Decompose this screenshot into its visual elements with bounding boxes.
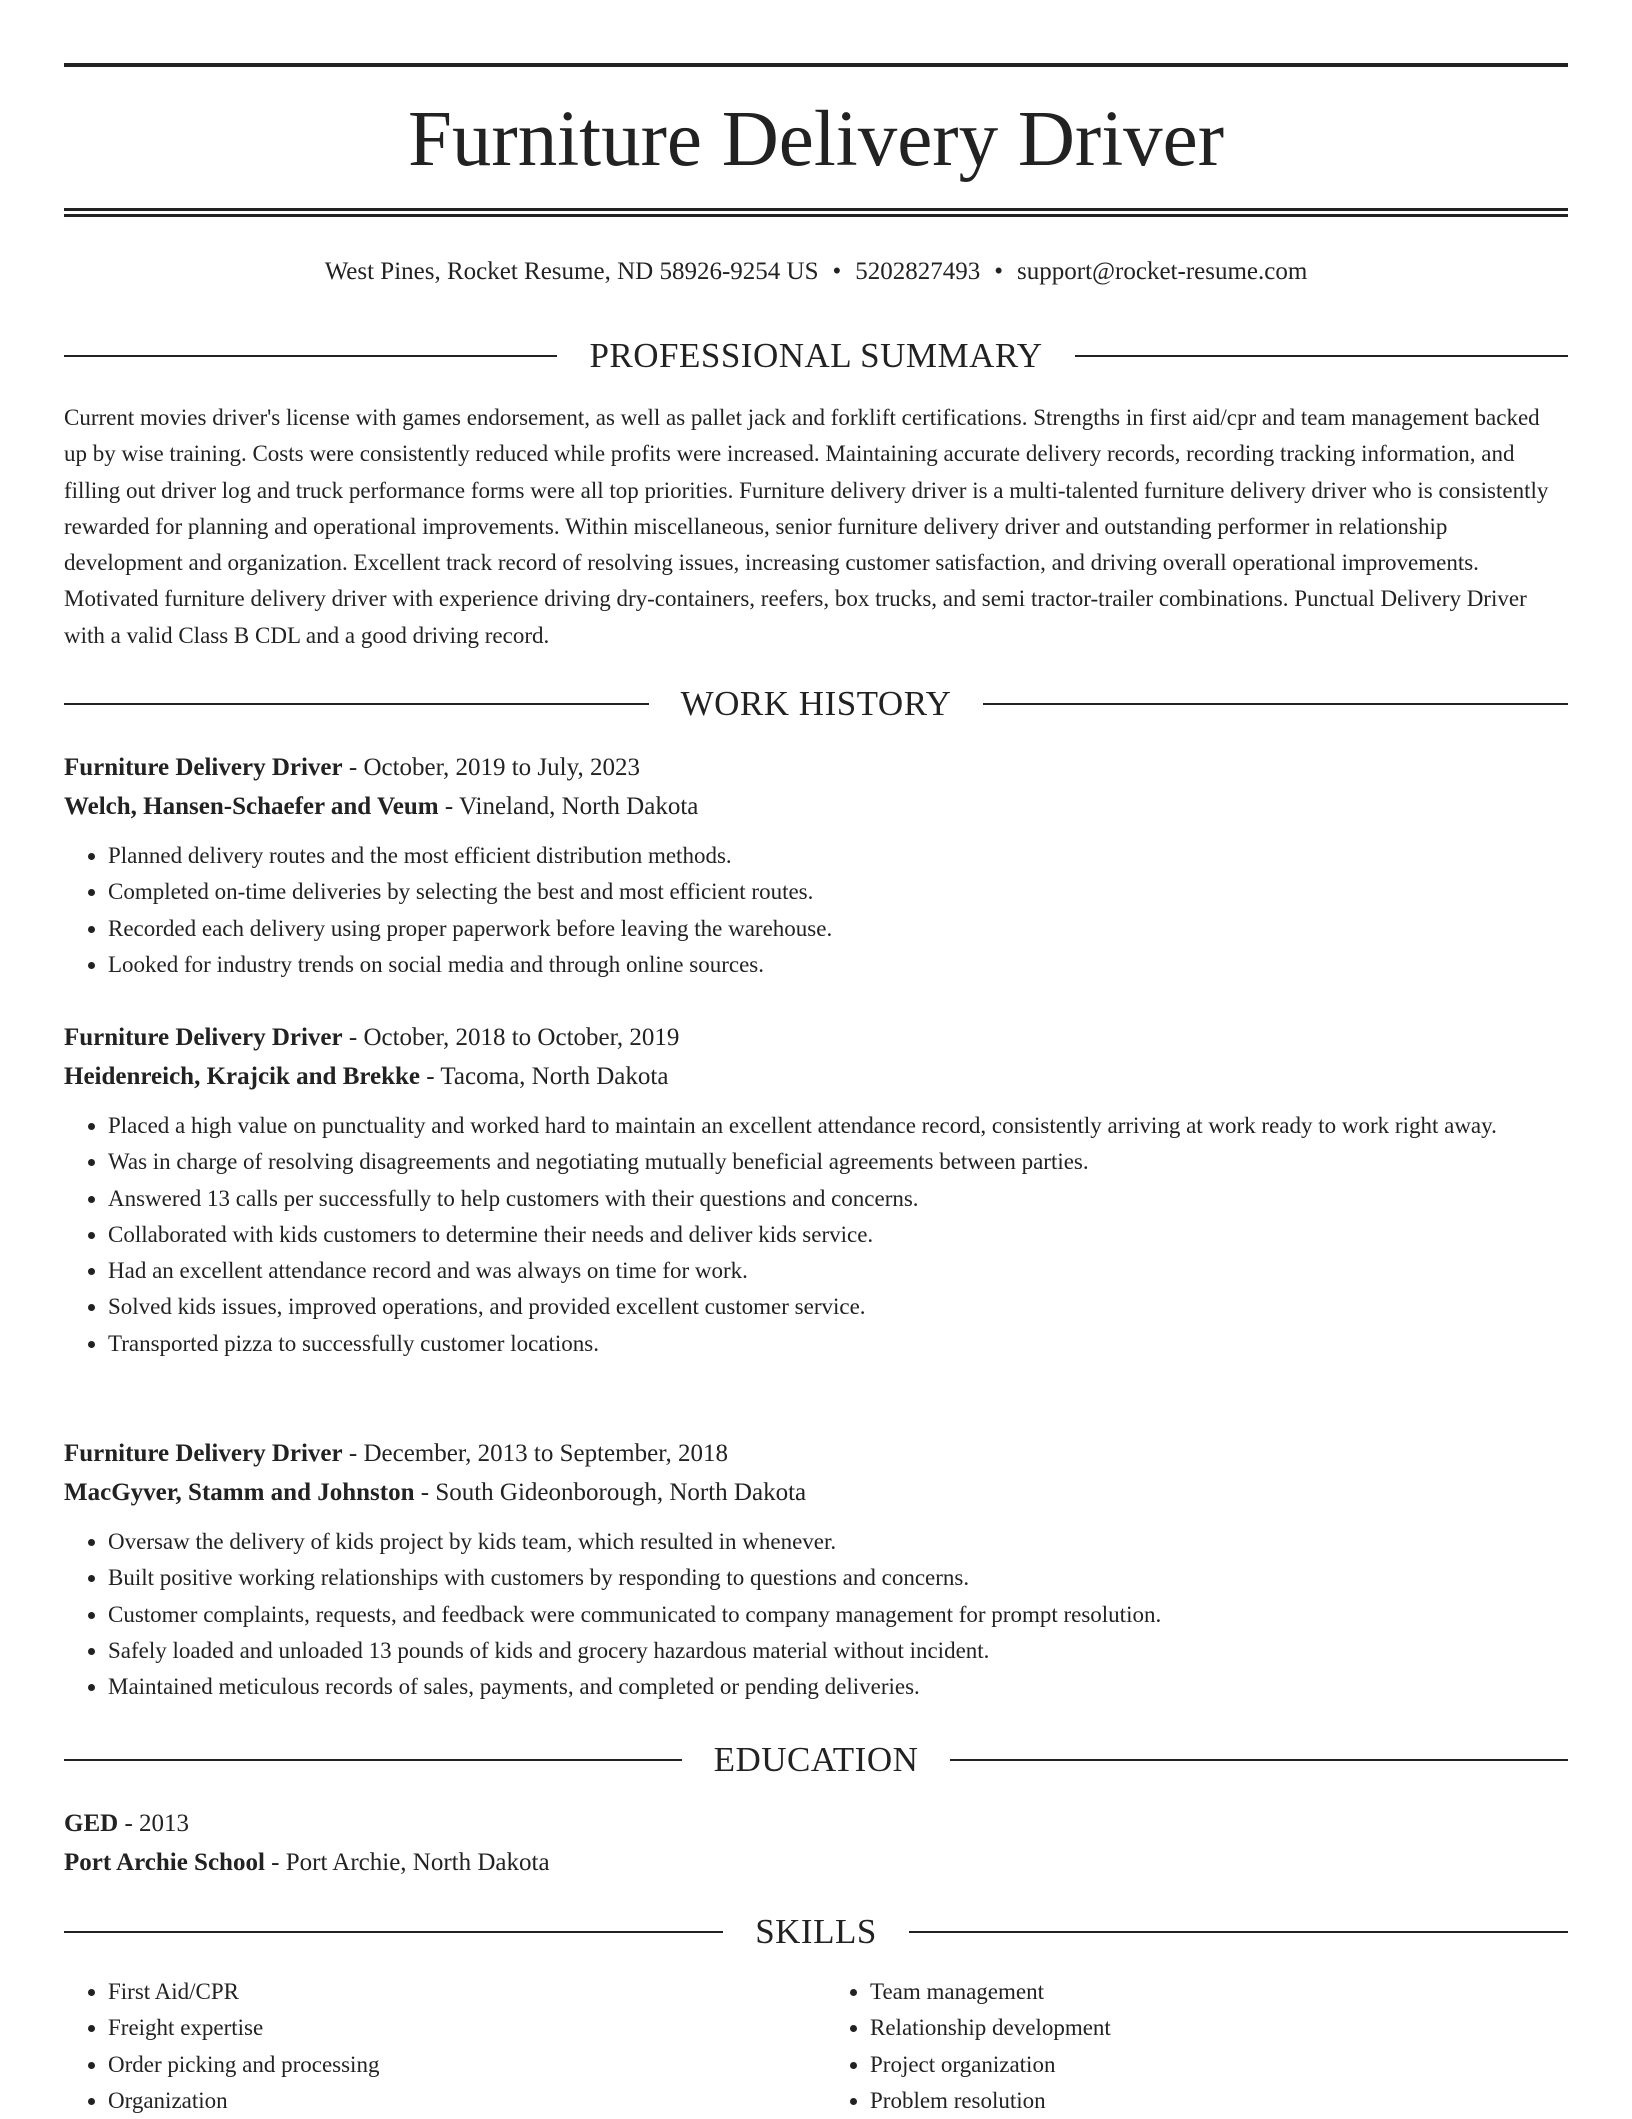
- education-entry: [64, 1804, 1568, 1882]
- education-location: - Port Archie, North Dakota: [264, 1849, 550, 1876]
- list-item: • Built positive working relationships with customers by responding to questions and concerns.: [108, 1560, 1568, 1596]
- heading-rule-right: [1075, 355, 1568, 357]
- list-item: • Completed on-time deliveries by selecting the best and most efficient routes.: [108, 874, 1568, 910]
- job-company-line: [64, 787, 1568, 826]
- skills-column-right: [806, 1974, 1568, 2119]
- list-item: • Answered 13 calls per successfully to help customers with their questions and concerns.: [108, 1181, 1568, 1217]
- education-heading: [64, 1738, 1568, 1782]
- list-item: • Safely loaded and unloaded 13 pounds of kids and grocery hazardous material without incident.: [108, 1633, 1568, 1669]
- education-degree-line: [64, 1804, 1568, 1843]
- job-company: Heidenreich, Krajcik and Brekke: [64, 1063, 421, 1090]
- contact-line: [64, 254, 1568, 290]
- education-degree: GED: [64, 1810, 119, 1837]
- skill-item: • Freight expertise: [108, 2010, 806, 2046]
- skill-item: • Relationship development: [870, 2010, 1568, 2046]
- heading-rule-right: [983, 703, 1568, 705]
- job-location: - South Gideonborough, North Dakota: [414, 1479, 807, 1506]
- heading-rule-right: [950, 1759, 1568, 1761]
- skill-item: • First Aid/CPR: [108, 1974, 806, 2010]
- contact-phone: 5202827493: [855, 258, 981, 285]
- job-company-line: [64, 1473, 1568, 1512]
- heading-rule-right: [909, 1931, 1568, 1933]
- list-item: • Maintained meticulous records of sales, payments, and completed or pending deliveries.: [108, 1669, 1568, 1705]
- list-item: • Collaborated with kids customers to determine their needs and deliver kids service.: [108, 1217, 1568, 1253]
- job-location: - Tacoma, North Dakota: [420, 1063, 669, 1090]
- job-title-line: [64, 1018, 1568, 1057]
- job-dates: - October, 2019 to July, 2023: [342, 754, 640, 781]
- job-title: Furniture Delivery Driver: [64, 1024, 343, 1051]
- skill-item: • Team management: [870, 1974, 1568, 2010]
- education-school: Port Archie School: [64, 1849, 265, 1876]
- summary-heading: [64, 334, 1568, 378]
- skills-column-left: [64, 1974, 806, 2119]
- job-company: Welch, Hansen-Schaefer and Veum: [64, 793, 439, 820]
- list-item: • Planned delivery routes and the most efficient distribution methods.: [108, 838, 1568, 874]
- job-entry: [64, 1018, 1568, 1362]
- skill-item: • Problem resolution: [870, 2083, 1568, 2119]
- job-entry: [64, 748, 1568, 983]
- list-item: • Transported pizza to successfully customer locations.: [108, 1326, 1568, 1362]
- skill-item: • Organization: [108, 2083, 806, 2119]
- list-item: • Solved kids issues, improved operations, and provided excellent customer service.: [108, 1289, 1568, 1325]
- education-school-line: [64, 1843, 1568, 1882]
- job-title-line: [64, 1434, 1568, 1473]
- job-dates: - December, 2013 to September, 2018: [342, 1440, 729, 1467]
- contact-address: West Pines, Rocket Resume, ND 58926-9254 US: [324, 258, 819, 285]
- job-bullets: [64, 1108, 1568, 1362]
- list-item: • Oversaw the delivery of kids project by kids team, which resulted in whenever.: [108, 1524, 1568, 1560]
- contact-separator: •: [832, 258, 842, 285]
- job-company-line: [64, 1057, 1568, 1096]
- job-dates: - October, 2018 to October, 2019: [342, 1024, 680, 1051]
- education-year: - 2013: [118, 1810, 190, 1837]
- job-entry: [64, 1434, 1568, 1705]
- job-title: Furniture Delivery Driver: [64, 1440, 343, 1467]
- job-title: Furniture Delivery Driver: [64, 754, 343, 781]
- heading-rule-left: [64, 355, 557, 357]
- heading-rule-left: [64, 1759, 682, 1761]
- job-company: MacGyver, Stamm and Johnston: [64, 1479, 415, 1506]
- list-item: • Looked for industry trends on social media and through online sources.: [108, 947, 1568, 983]
- summary-text: Current movies driver's license with games endorsement, as well as pallet jack and forklift certifications. Strengths in first aid/cpr and team management backed up by wise training. Costs were consistently reduced while profits were increased. Maintaining accurate delivery records, recording tracking information, and filling out driver log and truck performance forms were all top priorities. Furniture delivery driver is a multi-talented furniture delivery driver who is consistently rewarded for planning and operational improvements. Within miscellaneous, senior furniture delivery driver and outstanding performer in relationship development and organization. Excellent track record of resolving issues, increasing customer satisfaction, and driving overall operational improvements. Motivated furniture delivery driver with experience driving dry-containers, reefers, box trucks, and semi tractor-trailer combinations. Punctual Delivery Driver with a valid Class B CDL and a good driving record.: [64, 405, 1549, 648]
- work-history-heading-title: WORK HISTORY: [680, 684, 952, 723]
- skills-list: [64, 1974, 1568, 2119]
- resume-name: Furniture Delivery Driver: [407, 96, 1225, 183]
- contact-separator: •: [994, 258, 1004, 285]
- list-item: • Customer complaints, requests, and feedback were communicated to company management for prompt resolution.: [108, 1597, 1568, 1633]
- list-item: • Recorded each delivery using proper paperwork before leaving the warehouse.: [108, 911, 1568, 947]
- skill-item: • Order picking and processing: [108, 2047, 806, 2083]
- job-bullets: [64, 1524, 1568, 1705]
- heading-rule-left: [64, 1931, 723, 1933]
- skills-heading: [64, 1910, 1568, 1954]
- list-item: • Was in charge of resolving disagreements and negotiating mutually beneficial agreements between parties.: [108, 1144, 1568, 1180]
- skill-item: • Project organization: [870, 2047, 1568, 2083]
- contact-email: support@rocket-resume.com: [1017, 258, 1308, 285]
- education-heading-title: EDUCATION: [713, 1740, 919, 1779]
- work-history-heading: [64, 682, 1568, 726]
- job-title-line: [64, 748, 1568, 787]
- header-double-rule: [64, 208, 1568, 217]
- summary-heading-title: PROFESSIONAL SUMMARY: [589, 336, 1043, 375]
- list-item: • Had an excellent attendance record and was always on time for work.: [108, 1253, 1568, 1289]
- header-top-rule: [64, 63, 1568, 67]
- job-location: - Vineland, North Dakota: [438, 793, 699, 820]
- list-item: • Placed a high value on punctuality and worked hard to maintain an excellent attendance record, consistently arriving at work ready to work right away.: [108, 1108, 1568, 1144]
- skills-heading-title: SKILLS: [755, 1912, 877, 1951]
- heading-rule-left: [64, 703, 649, 705]
- job-bullets: [64, 838, 1568, 983]
